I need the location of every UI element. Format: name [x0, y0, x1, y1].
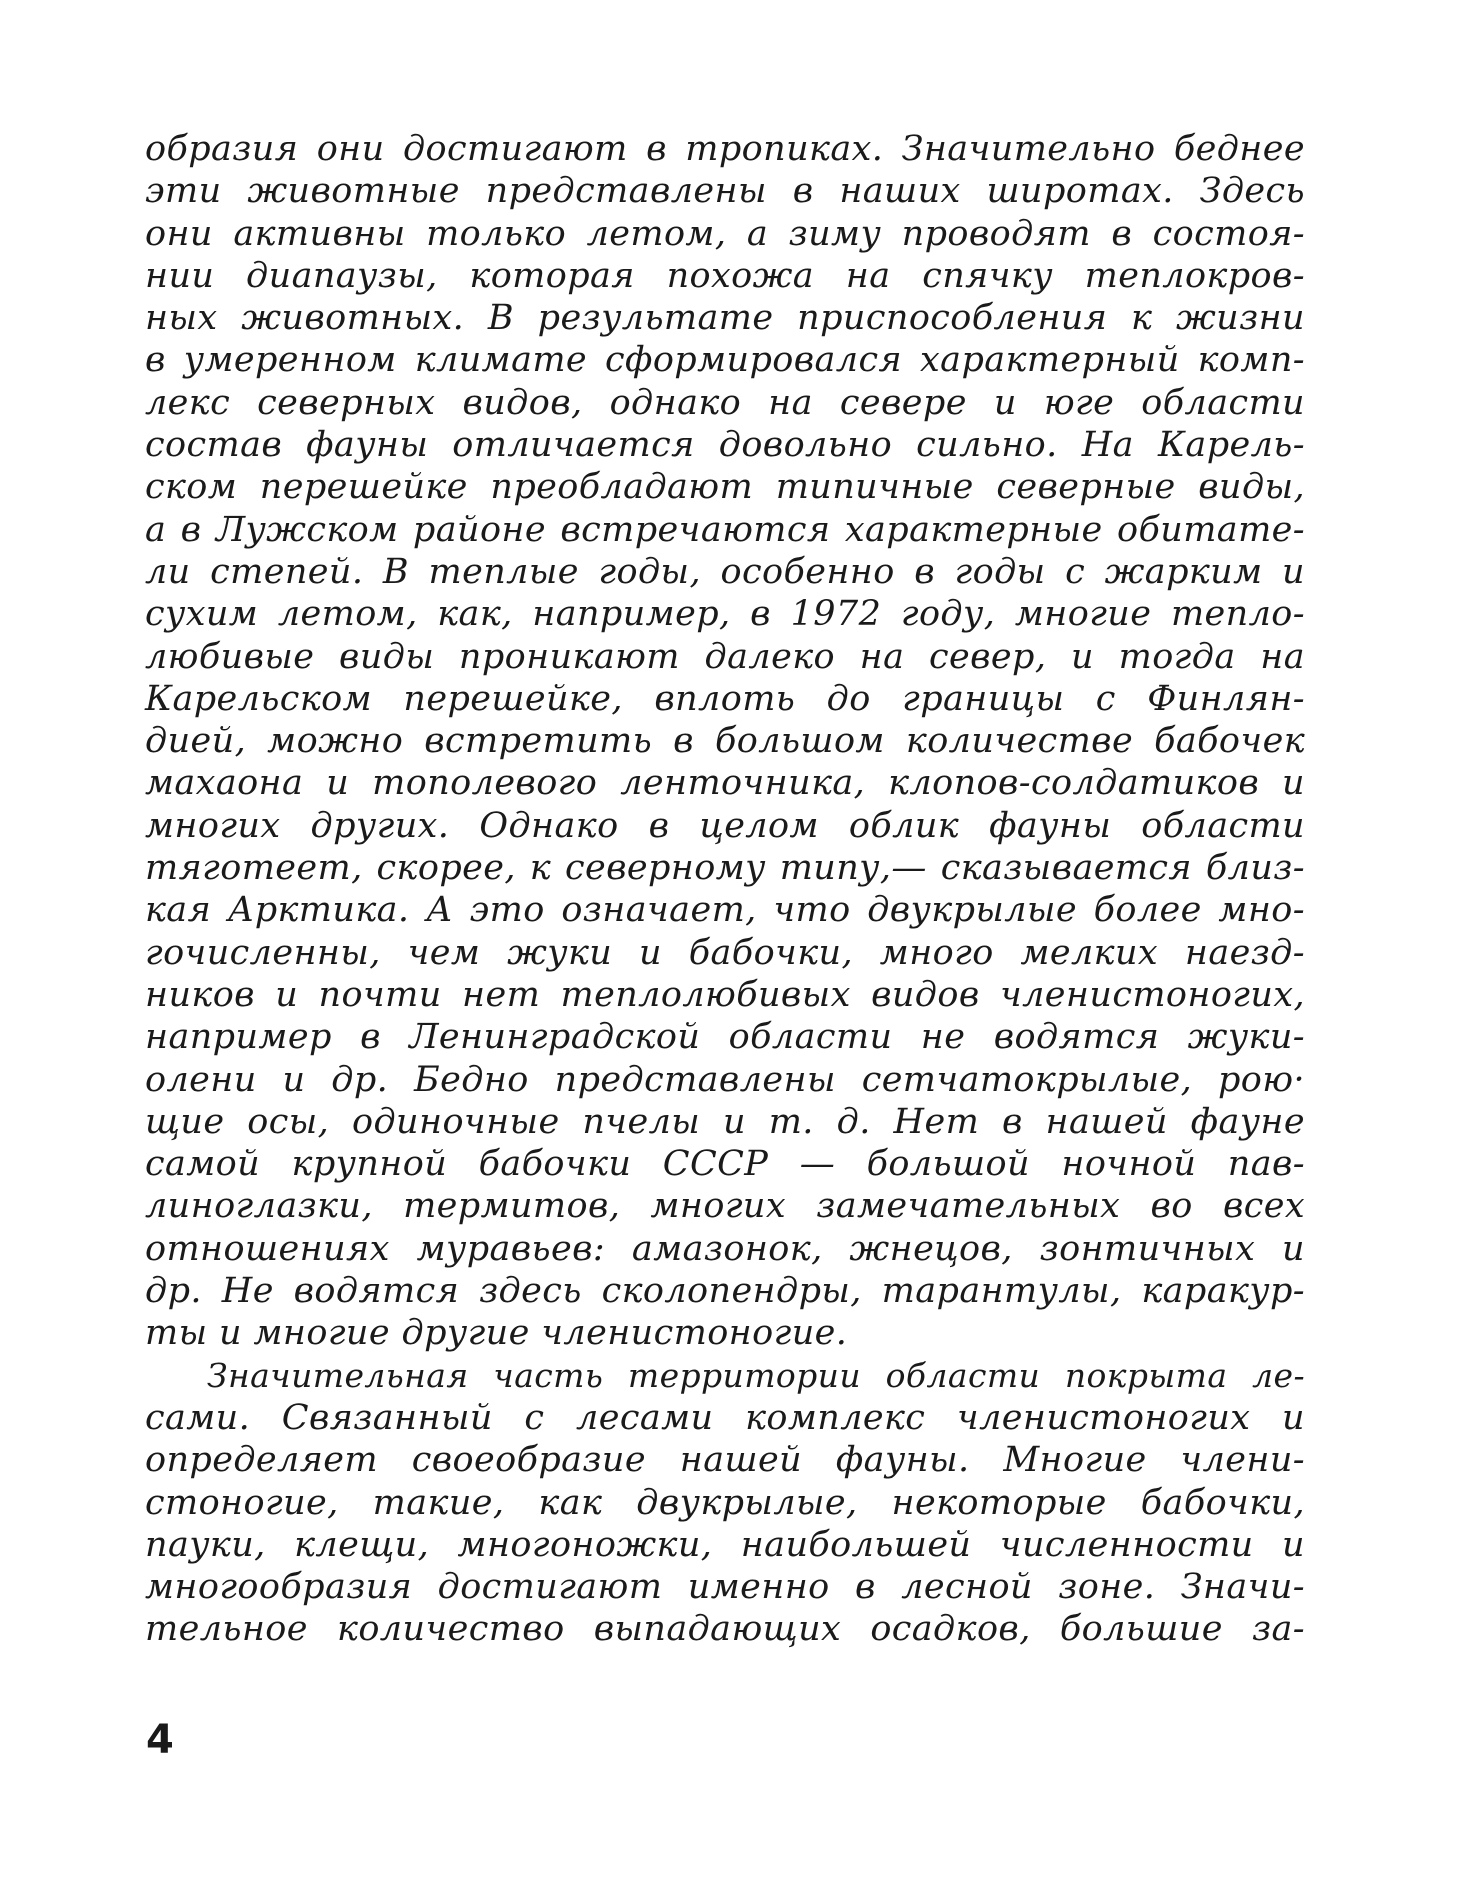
text-line: ском перешейке преобладают типичные северные виды,: [145, 467, 1305, 508]
paragraph-2: [145, 1355, 1305, 1651]
text-line: др. Не водятся здесь сколопендры, тарантулы, каракур-: [145, 1271, 1305, 1312]
text-line: самой крупной бабочки СССР — большой ночной пав-: [145, 1144, 1305, 1185]
body-text: [145, 128, 1305, 1651]
text-line: гочисленны, чем жуки и бабочки, много мелких наезд-: [145, 932, 1305, 973]
text-line: лекс северных видов, однако на севере и юге области: [145, 382, 1305, 423]
text-line: нии диапаузы, которая похожа на спячку теплокров-: [145, 255, 1305, 296]
text-line: тяготеет, скорее, к северному типу,— сказывается близ-: [145, 848, 1305, 889]
text-line: ных животных. В результате приспособления к жизни: [145, 298, 1305, 339]
text-line: они активны только летом, а зиму проводят в состоя-: [145, 213, 1305, 254]
text-line: отношениях муравьев: амазонок, жнецов, зонтичных и: [145, 1228, 1305, 1269]
text-line: ников и почти нет теплолюбивых видов членистоногих,: [145, 974, 1305, 1015]
text-line: Значительная часть территории области покрыта ле-: [207, 1355, 1305, 1395]
text-line: определяет своеобразие нашей фауны. Многие члени-: [145, 1440, 1305, 1481]
text-line: Карельском перешейке, вплоть до границы с Финлян-: [145, 678, 1305, 719]
text-line: образия они достигают в тропиках. Значительно беднее: [145, 129, 1305, 169]
text-line: щие осы, одиночные пчелы и т. д. Нет в нашей фауне: [145, 1101, 1305, 1142]
text-line: например в Ленинградской области не водятся жуки-: [145, 1017, 1305, 1058]
text-line: махаона и тополевого ленточника, клопов-солдатиков и: [145, 763, 1305, 804]
text-line: дией, можно встретить в большом количестве бабочек: [145, 721, 1305, 762]
text-line: а в Лужском районе встречаются характерные обитате-: [145, 509, 1305, 550]
text-line: линоглазки, термитов, многих замечательных во всех: [145, 1186, 1305, 1227]
text-line: сухим летом, как, например, в 1972 году, многие тепло-: [145, 594, 1305, 635]
text-line: олени и др. Бедно представлены сетчатокрылые, рою·: [145, 1059, 1305, 1100]
text-line: многообразия достигают именно в лесной зоне. Значи-: [145, 1567, 1305, 1608]
page-number: 4: [146, 1717, 174, 1763]
text-line: сами. Связанный с лесами комплекс членистоногих и: [145, 1397, 1305, 1438]
text-line: тельное количество выпадающих осадков, большие за-: [145, 1609, 1305, 1650]
paragraph-1: [145, 128, 1305, 1355]
text-line: ли степей. В теплые годы, особенно в годы с жарким и: [145, 551, 1305, 592]
text-line: состав фауны отличается довольно сильно. На Карель-: [145, 425, 1305, 466]
text-line: эти животные представлены в наших широтах. Здесь: [145, 171, 1305, 212]
text-line: ты и многие другие членистоногие.: [145, 1313, 848, 1354]
text-line: кая Арктика. А это означает, что двукрылые более мно-: [145, 890, 1305, 931]
text-line: в умеренном климате сформировался характерный комп-: [145, 340, 1305, 381]
text-line: стоногие, такие, как двукрылые, некоторые бабочки,: [145, 1482, 1305, 1523]
text-line: пауки, клещи, многоножки, наибольшей численности и: [145, 1524, 1305, 1565]
text-line: любивые виды проникают далеко на север, и тогда на: [145, 636, 1305, 677]
text-line: многих других. Однако в целом облик фауны области: [145, 805, 1305, 846]
